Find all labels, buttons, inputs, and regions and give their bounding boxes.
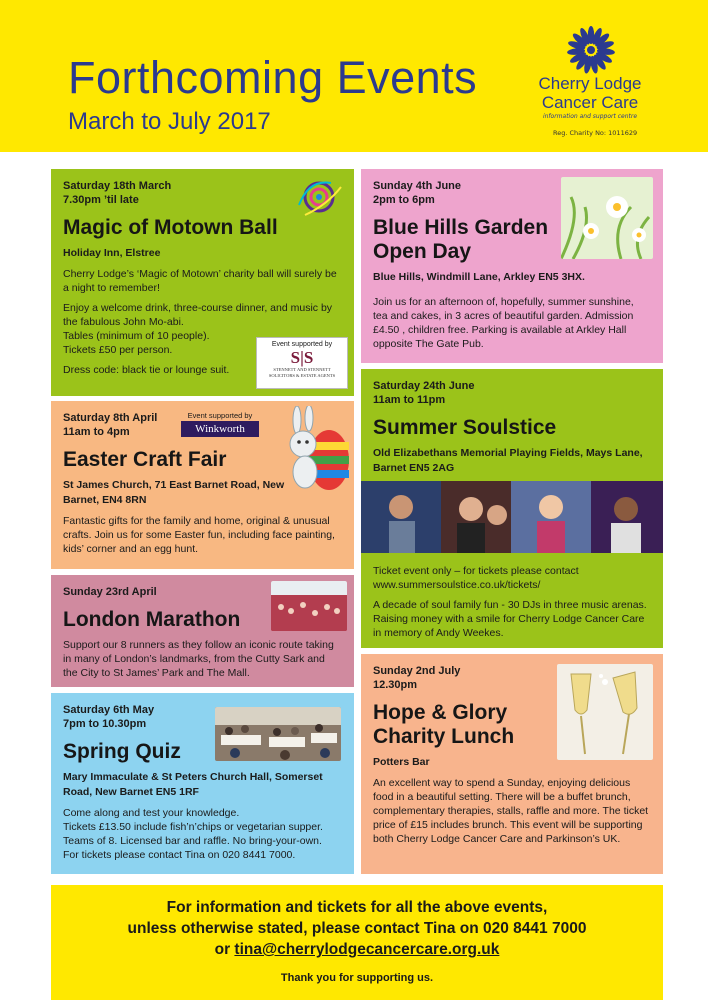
event-title: Magic of Motown Ball	[63, 216, 278, 239]
event-venue: Holiday Inn, Elstree	[63, 247, 161, 259]
event-description: Tables (minimum of 10 people).	[63, 330, 210, 342]
sponsor-name: STENNETT AND STENNETT SOLICITORS & ESTATE AGENTS	[268, 367, 336, 378]
marathon-crowd-photo	[271, 581, 347, 631]
event-description: Enjoy a welcome drink, three-course dinner, and music by the fabulous John Mo-abi.	[63, 302, 333, 328]
event-card-lunch	[361, 654, 663, 874]
event-time: 7pm to 10.30pm	[63, 718, 147, 730]
event-description: Support our 8 runners as they follow an iconic route taking in many of London’s landmarks, from the Cutty Sark and the City to St James’ Park and The Mall.	[63, 639, 334, 679]
event-description: Tickets £13.50 include fish’n’chips or vegetarian supper.	[63, 821, 323, 833]
event-description: Teams of 8. Licensed bar and raffle. No bring-your-own.	[63, 835, 322, 847]
footer-thanks: Thank you for supporting us.	[280, 972, 434, 984]
sponsor-box	[181, 411, 259, 437]
event-time: 11am to 4pm	[63, 426, 130, 438]
cherry-lodge-flower-logo-icon	[566, 25, 616, 75]
event-description: Come along and test your knowledge.	[63, 807, 240, 819]
event-time: 7.30pm ’til late	[63, 194, 139, 206]
event-time: 11am to 11pm	[373, 394, 446, 406]
event-description: An excellent way to spend a Sunday, enjoying delicious food in a beautiful setting. There will be a buffet brunch, complementary therapies, stalls, raffle and more. The ticket price of £15 includes brunch. This event will be supporting both Cherry Lodge Cancer Care and Parkinson’s UK.	[373, 777, 649, 845]
contact-email-link[interactable]: tina@cherrylodgecancercare.org.uk	[234, 941, 500, 958]
sponsor-logo: S|S	[290, 348, 314, 367]
event-card-motown	[51, 169, 354, 396]
logo-name: Cherry Lodge Cancer Care	[538, 74, 642, 112]
event-card-easter	[51, 401, 354, 569]
event-title: Hope & Glory Charity Lunch	[373, 701, 515, 748]
event-venue: Potters Bar	[373, 756, 430, 768]
page-subtitle: March to July 2017	[68, 108, 271, 135]
footer-line: For information and tickets for all the above events,	[166, 899, 548, 916]
sponsor-label: Event supported by	[271, 341, 333, 348]
event-date: Sunday 23rd April	[63, 586, 157, 598]
event-date: Sunday 2nd July	[373, 665, 461, 677]
footer-contact	[51, 885, 663, 1000]
event-venue: St James Church, 71 East Barnet Road, New Barnet, EN4 8RN	[63, 479, 285, 506]
sponsor-box	[256, 337, 348, 389]
event-card-soulstice	[361, 369, 663, 648]
event-description: Tickets £50 per person.	[63, 344, 173, 356]
event-card-quiz	[51, 693, 354, 874]
event-description: Dress code: black tie or lounge suit.	[63, 364, 230, 376]
sponsor-label: Event supported by	[187, 411, 253, 420]
event-date: Saturday 8th April	[63, 412, 158, 424]
event-title: Spring Quiz	[63, 740, 181, 763]
event-card-garden	[361, 169, 663, 363]
event-description: For tickets please contact Tina on 020 8441 7000.	[63, 849, 296, 861]
event-title: Easter Craft Fair	[63, 448, 227, 471]
page-title: Forthcoming Events	[68, 52, 478, 103]
footer-line: unless otherwise stated, please contact Tina on 020 8441 7000	[127, 920, 587, 937]
event-description: Cherry Lodge’s ‘Magic of Motown’ charity ball will surely be a night to remember!	[63, 268, 337, 294]
quiz-hall-photo	[215, 707, 341, 761]
champagne-glasses-photo	[557, 664, 653, 760]
easter-bunny-egg-icon	[283, 406, 349, 498]
event-venue: Old Elizabethans Memorial Playing Fields, Mays Lane, Barnet EN5 2AG	[373, 447, 643, 474]
event-description: Join us for an afternoon of, hopefully, summer sunshine, tea and cakes, in 3 acres of beautiful garden. Admission £4.50 , children free. Parking is available at Arkley Hall opposite The Gate Pub.	[373, 296, 634, 350]
event-time: 12.30pm	[373, 679, 418, 691]
event-title: Summer Soulstice	[373, 416, 557, 439]
event-title: Blue Hills Garden Open Day	[373, 216, 549, 263]
sponsor-name: Winkworth	[181, 421, 259, 437]
event-card-marathon	[51, 575, 354, 687]
soulstice-crowd-photo	[361, 481, 663, 553]
event-date: Saturday 18th March	[63, 180, 172, 192]
event-venue: Mary Immaculate & St Peters Church Hall, Somerset Road, New Barnet EN5 1RF	[63, 771, 323, 798]
event-description: A decade of soul family fun - 30 DJs in three music arenas. Raising money with a smile for Cherry Lodge Cancer Care in memory of Andy Weekes.	[373, 599, 647, 639]
event-time: 2pm to 6pm	[373, 194, 435, 206]
event-date: Saturday 24th June	[373, 380, 475, 392]
motown-swirl-icon	[291, 175, 347, 219]
header-band	[0, 0, 708, 152]
charity-reg-number: Reg. Charity No: 1011629	[553, 129, 638, 137]
logo-tagline: information and support centre	[542, 113, 638, 120]
event-title: London Marathon	[63, 608, 241, 631]
event-date: Saturday 6th May	[63, 704, 155, 716]
daisy-photo	[561, 177, 653, 259]
event-venue: Blue Hills, Windmill Lane, Arkley EN5 3HX.	[373, 271, 585, 283]
event-date: Sunday 4th June	[373, 180, 462, 192]
footer-line: or	[214, 941, 235, 958]
event-description: Fantastic gifts for the family and home, original & unusual crafts. Join us for some Easter fun, including face painting, kids’ corner and an egg hunt.	[63, 515, 335, 555]
event-description: Ticket event only – for tickets please contact www.summersoulstice.co.uk/tickets/	[373, 565, 579, 591]
